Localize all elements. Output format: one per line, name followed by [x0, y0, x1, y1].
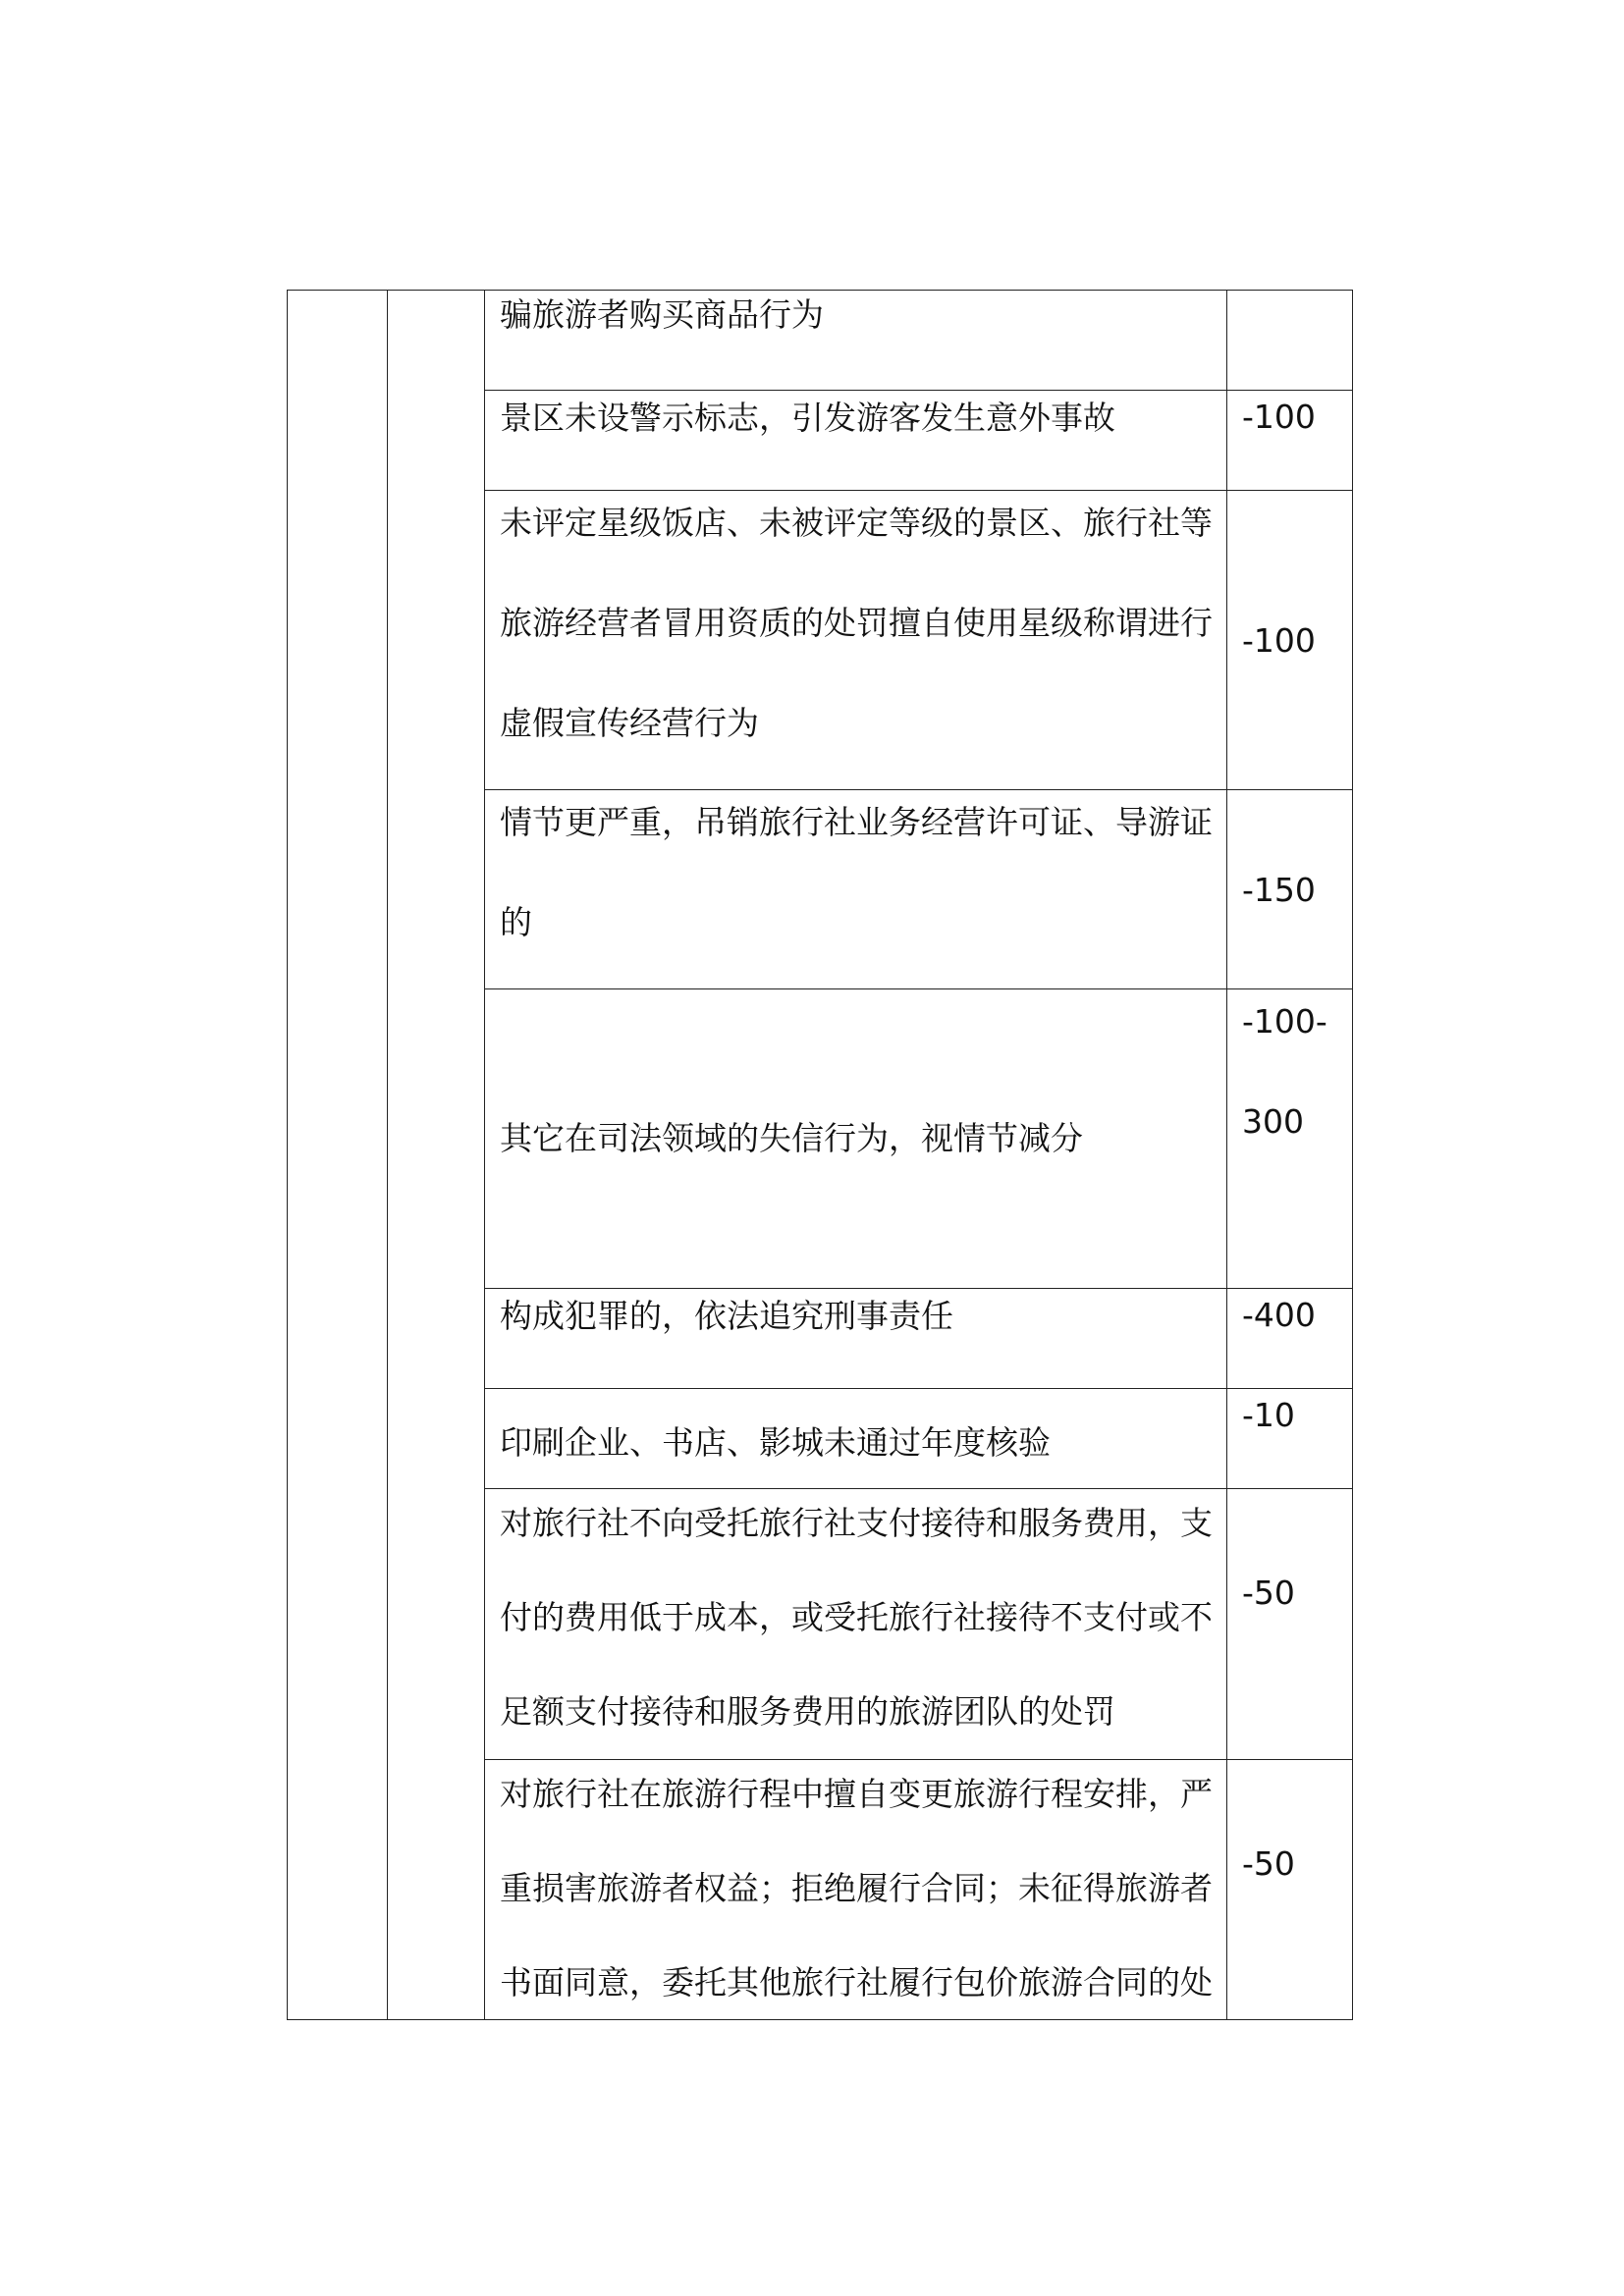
- table-row: [288, 291, 1353, 391]
- item-description: 其它在司法领域的失信行为，视情节减分: [485, 989, 1227, 1289]
- item-description: 未评定星级饭店、未被评定等级的景区、旅行社等旅游经营者冒用资质的处罚擅自使用星级称谓进行虚假宣传经营行为: [485, 491, 1227, 790]
- item-description: 情节更严重，吊销旅行社业务经营许可证、导游证的: [485, 790, 1227, 989]
- item-description: 构成犯罪的，依法追究刑事责任: [485, 1289, 1227, 1389]
- item-score: -400: [1227, 1289, 1353, 1389]
- item-description: 对旅行社在旅游行程中擅自变更旅游行程安排，严重损害旅游者权益；拒绝履行合同；未征得旅游者书面同意，委托其他旅行社履行包价旅游合同的处: [485, 1760, 1227, 2020]
- item-score: -50: [1227, 1760, 1353, 2020]
- item-description: 骗旅游者购买商品行为: [485, 291, 1227, 391]
- category-cell: [288, 291, 388, 2020]
- item-score: -10: [1227, 1389, 1353, 1489]
- item-score: -100: [1227, 391, 1353, 491]
- item-score: -50: [1227, 1489, 1353, 1760]
- subcategory-cell: [388, 291, 485, 2020]
- item-score: -150: [1227, 790, 1353, 989]
- item-score: -100: [1227, 491, 1353, 790]
- item-description: 对旅行社不向受托旅行社支付接待和服务费用，支付的费用低于成本，或受托旅行社接待不支付或不足额支付接待和服务费用的旅游团队的处罚: [485, 1489, 1227, 1760]
- penalty-table: [287, 290, 1353, 2020]
- item-description: 印刷企业、书店、影城未通过年度核验: [485, 1389, 1227, 1489]
- item-score: [1227, 291, 1353, 391]
- item-score: -100-300: [1227, 989, 1353, 1289]
- item-description: 景区未设警示标志，引发游客发生意外事故: [485, 391, 1227, 491]
